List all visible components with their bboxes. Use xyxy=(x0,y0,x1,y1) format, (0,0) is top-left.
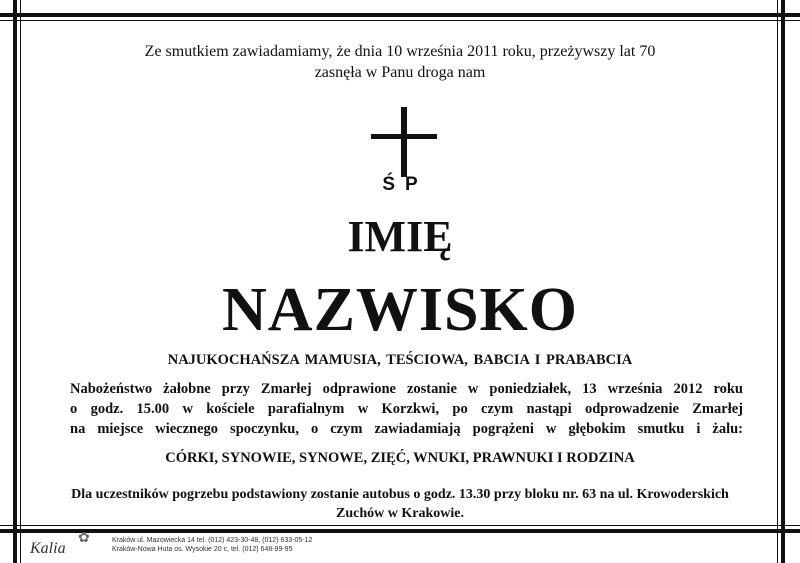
kalia-logo: Kalia xyxy=(30,540,66,557)
intro-line-2: zasnęła w Panu droga nam xyxy=(314,64,486,81)
first-name: IMIĘ xyxy=(347,212,453,261)
announcement-line-3: na miejsce wiecznego spoczynku, o czym zawiadamiają pogrążeni w głębokim smutku i żalu: xyxy=(70,421,743,437)
bus-line-1: Dla uczestników pogrzebu podstawiony zostanie autobus o godz. 13.30 przy bloku nr. 63 na ul. Krowoderskich xyxy=(71,487,729,502)
inner-border-top xyxy=(0,20,800,21)
announcement-line-2: o godz. 15.00 w kościele parafialnym w Korzkwi, po czym nastąpi odprowadzenie Zmarłej xyxy=(70,401,743,417)
cross-icon xyxy=(371,107,437,177)
funeral-announcement xyxy=(70,379,743,439)
relation-line: NAJUKOCHAŃSZA MAMUSIA, TEŚCIOWA, BABCIA I PRABABCIA xyxy=(167,352,633,368)
inner-border-bottom xyxy=(0,525,800,526)
last-name: NAZWISKO xyxy=(222,276,578,344)
bus-line-2: Zuchów w Krakowie. xyxy=(336,506,464,521)
address-line-1: Kraków ul. Mazowiecka 14 tel. (012) 423-30-48, (012) 633-05-12 xyxy=(112,537,313,544)
border-bottom xyxy=(0,529,800,533)
bus-notice xyxy=(0,485,800,523)
intro-line-1: Ze smutkiem zawiadamiamy, że dnia 10 września 2011 roku, przeżywszy lat 70 xyxy=(144,43,656,60)
border-top xyxy=(0,13,800,17)
footer-address xyxy=(112,536,312,554)
sp-abbreviation: ŚP xyxy=(382,174,428,195)
intro-text xyxy=(0,41,800,83)
mourners-list: CÓRKI, SYNOWIE, SYNOWE, ZIĘĆ, WNUKI, PRAWNUKI I RODZINA xyxy=(165,450,635,466)
address-line-2: Kraków-Nowa Huta os. Wysokie 20 c, tel. (012) 648-99-95 xyxy=(112,546,293,553)
announcement-line-1: Nabożeństwo żałobne przy Zmarłej odprawione zostanie w poniedziałek, 13 września 2012 roku xyxy=(70,381,743,397)
flower-icon: ✿ xyxy=(78,531,90,546)
